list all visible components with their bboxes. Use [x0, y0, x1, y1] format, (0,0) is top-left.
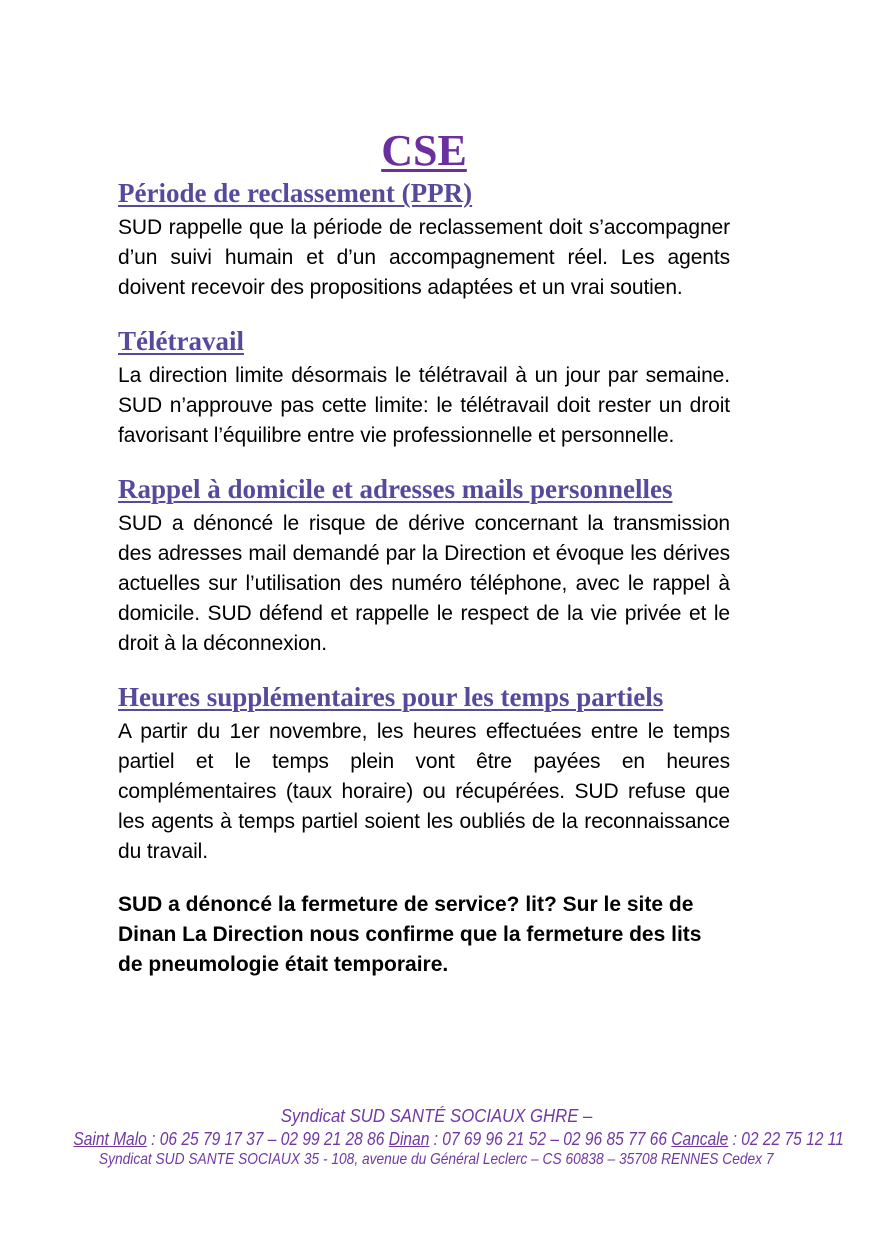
document-page — [118, 0, 730, 980]
section-heading-reclassement: Période de reclassement (PPR) — [118, 178, 473, 208]
section-body-teletravail: La direction limite désormais le télétravail à un jour par semaine. SUD n’approuve pas cette limite: le télétravail doit rester un droit favorisant l’équilibre entre vie professionnelle et personnelle. — [118, 364, 730, 447]
section-heading-heures-supplementaires: Heures supplémentaires pour les temps partiels — [118, 682, 664, 712]
footer-contact-cancale: Cancale — [671, 1128, 729, 1149]
section-reclassement — [118, 178, 730, 303]
footer-contact-dinan: Dinan — [388, 1128, 430, 1149]
footer-contact-dinan-phones: : 07 69 96 21 52 – 02 96 85 77 66 — [429, 1128, 672, 1149]
footer-contact-saint-malo: Saint Malo — [73, 1128, 147, 1149]
section-body-reclassement: SUD rappelle que la période de reclassement doit s’accompagner d’un suivi humain et d’un accompagnement réel. Les agents doivent recevoir des propositions adaptées et un vrai soutien. — [118, 216, 730, 299]
section-heading-rappel-domicile: Rappel à domicile et adresses mails personnelles — [118, 474, 673, 504]
section-body-heures-supplementaires: A partir du 1er novembre, les heures effectuées entre le temps partiel et le temps plein vont être payées en heures complémentaires (taux horaire) ou récupérées. SUD refuse que les agents à temps partiel soient les oubliés de la reconnaissance du travail. — [118, 720, 730, 863]
section-teletravail — [118, 326, 730, 451]
section-body-rappel-domicile: SUD a dénoncé le risque de dérive concernant la transmission des adresses mail demandé par la Direction et évoque les dérives actuelles sur l’utilisation des numéro téléphone, avec le rappel à domicile. SUD défend et rappelle le respect de la vie privée et le droit à la déconnexion. — [118, 512, 730, 655]
footer-contact-cancale-phones: : 02 22 75 12 11 — [728, 1128, 844, 1149]
footer-union-name: Syndicat SUD SANTÉ SOCIAUX GHRE – — [280, 1106, 593, 1126]
document-footer — [0, 1105, 873, 1170]
footer-contact-saint-malo-phones: : 06 25 79 17 37 – 02 99 21 28 86 — [146, 1128, 389, 1149]
section-heading-teletravail: Télétravail — [118, 326, 244, 356]
section-heures-supplementaires — [118, 682, 730, 867]
page-title: CSE — [381, 126, 467, 175]
section-rappel-domicile — [118, 474, 730, 659]
emphasis-paragraph: SUD a dénoncé la fermeture de service? lit? Sur le site de Dinan La Direction nous confirme que la fermeture des lits de pneumologie était temporaire. — [118, 893, 702, 976]
footer-contacts-line — [0, 1127, 873, 1150]
footer-address-line: Syndicat SUD SANTE SOCIAUX 35 - 108, avenue du Général Leclerc – CS 60838 – 35708 RENNES Cedex 7 — [99, 1151, 774, 1168]
